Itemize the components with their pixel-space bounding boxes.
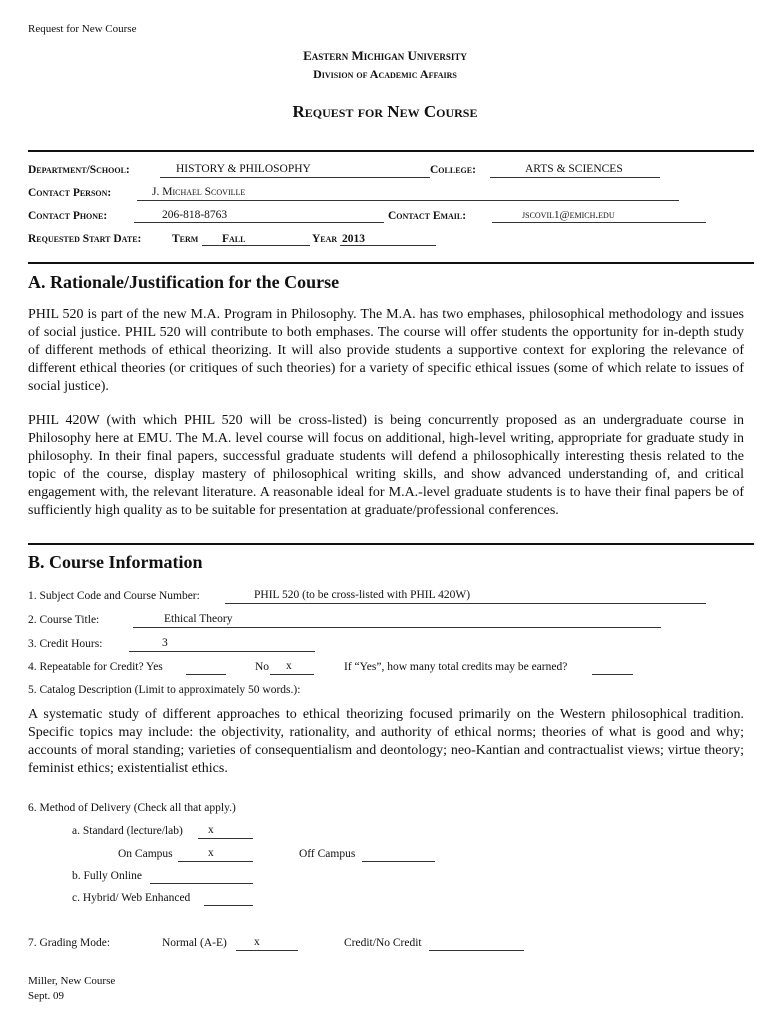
footer-line-2: Sept. 09 (28, 990, 65, 1002)
university-name: Eastern Michigan University (303, 48, 467, 63)
q6c-field[interactable] (204, 905, 253, 906)
contact-divider (28, 262, 754, 264)
q4-if-label: If “Yes”, how many total credits may be earned? (344, 661, 568, 673)
q6a-value[interactable]: x (208, 824, 214, 836)
year-label: Year (312, 233, 338, 245)
phone-label: Contact Phone: (28, 210, 108, 222)
year-value[interactable]: 2013 (342, 233, 365, 245)
q6a-label: a. Standard (lecture/lab) (72, 825, 183, 837)
dept-label: Department/School: (28, 164, 130, 176)
person-value[interactable]: J. Michael Scoville (152, 186, 246, 198)
q6b-label: b. Fully Online (72, 870, 142, 882)
q6b-field[interactable] (150, 883, 253, 884)
q4-yes-field[interactable] (186, 674, 226, 675)
q6-label: 6. Method of Delivery (Check all that apply.) (28, 802, 236, 814)
on-campus-label: On Campus (118, 848, 173, 860)
off-campus-field[interactable] (362, 861, 435, 862)
q1-value[interactable]: PHIL 520 (to be cross-listed with PHIL 420W) (254, 589, 471, 601)
top-divider (28, 150, 754, 152)
term-value[interactable]: Fall (222, 233, 246, 245)
q2-label: 2. Course Title: (28, 614, 100, 626)
rationale-paragraph-2: PHIL 420W (with which PHIL 520 will be cross-listed) is being concurrently proposed as an undergraduate course in Philosophy here at EMU. The M.A. level course will focus on additional, high-level writing, appropriate for graduate study in philosophy. In their final papers, successful graduate students will defend a philosophically interesting thesis related to the topic of the course, display mastery of philosophical writing skills, and show advanced understanding of, and critical engagement with, the relevant literature. A reasonable ideal for M.A.-level graduate students is to have their final papers be of sufficiently high quality as to be suitable for presentation at graduate/professional conferences. (28, 413, 744, 518)
credit-no-credit-field[interactable] (429, 950, 524, 951)
normal-grading-label: Normal (A-E) (162, 937, 227, 949)
dept-value[interactable]: HISTORY & PHILOSOPHY (176, 163, 311, 175)
email-value[interactable]: jscovil1@emich.edu (522, 209, 615, 221)
normal-grading-value[interactable]: x (254, 936, 260, 948)
q2-value[interactable]: Ethical Theory (164, 613, 233, 625)
division-name: Division of Academic Affairs (313, 67, 457, 81)
q7-label: 7. Grading Mode: (28, 937, 111, 949)
start-date-label: Requested Start Date: (28, 233, 142, 245)
catalog-description: A systematic study of different approaches to ethical theorizing focused primarily on the Western philosophical tradition. Specific topics may include: the objectivity, rationality, and authority of ethical norms; theories of what is good and why; accounts of moral standing; varieties of consequentialism and deontology; neo-Kantian and contractualist views; virtue theory; feminist ethics; existentialist ethics. (28, 707, 744, 776)
rationale-paragraph-1: PHIL 520 is part of the new M.A. Program in Philosophy. The M.A. has two emphases, philosophical methodology and issues of social justice. PHIL 520 will contribute to both emphases. The course will offer students the opportunity for in-depth study of different methods of ethical theorizing. It will also provide students a supportive context for exploring the relevance of different ethical theories (or critiques of such theories) for a variety of specific ethical issues (some of which relate to issues of social justice). (28, 307, 744, 394)
q3-value[interactable]: 3 (162, 637, 168, 649)
q1-label: 1. Subject Code and Course Number: (28, 590, 200, 602)
on-campus-value[interactable]: x (208, 847, 214, 859)
q4-no-label: No (255, 661, 270, 673)
q5-label: 5. Catalog Description (Limit to approximately 50 words.): (28, 684, 301, 696)
q4-no-value[interactable]: x (286, 660, 292, 672)
section-b-divider (28, 543, 754, 545)
email-label: Contact Email: (388, 210, 467, 222)
phone-value[interactable]: 206-818-8763 (162, 209, 228, 221)
q4-credits-field[interactable] (592, 674, 633, 675)
q6c-label: c. Hybrid/ Web Enhanced (72, 892, 191, 904)
q3-label: 3. Credit Hours: (28, 638, 103, 650)
section-a-title: A. Rationale/Justification for the Course (28, 272, 340, 292)
form-title: Request for New Course (292, 102, 478, 121)
q4-label: 4. Repeatable for Credit? Yes (28, 661, 163, 673)
off-campus-label: Off Campus (299, 848, 356, 860)
person-label: Contact Person: (28, 187, 112, 199)
term-label: Term (172, 233, 199, 245)
college-value[interactable]: ARTS & SCIENCES (525, 163, 623, 175)
header-left-text: Request for New Course (28, 23, 137, 35)
section-b-title: B. Course Information (28, 552, 203, 572)
credit-no-credit-label: Credit/No Credit (344, 937, 422, 949)
footer-line-1: Miller, New Course (28, 975, 116, 987)
college-label: College: (430, 164, 476, 176)
